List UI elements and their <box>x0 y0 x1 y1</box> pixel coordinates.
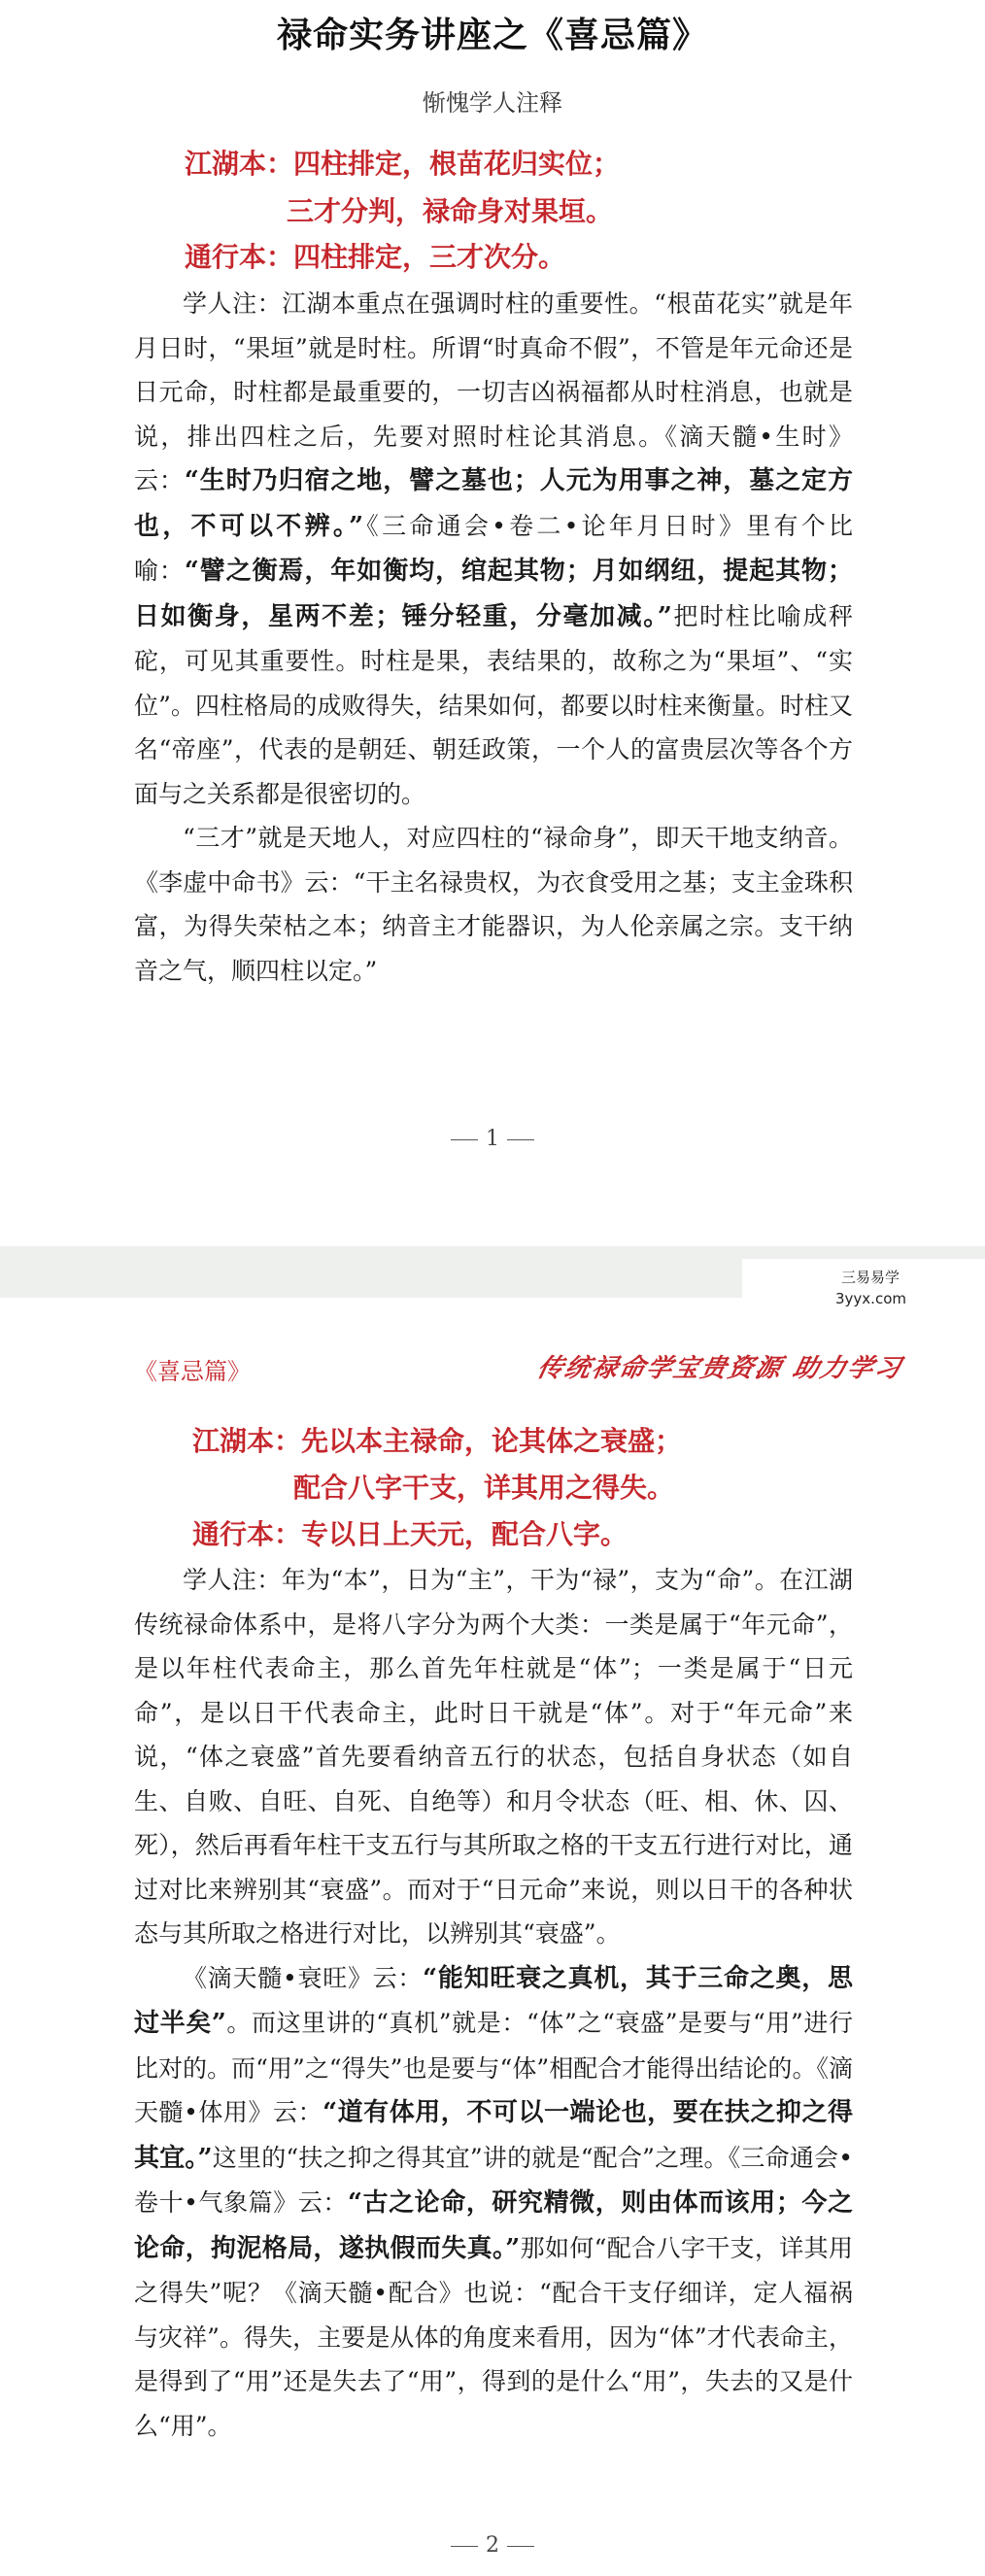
tongxing-version-line: 通行本：四柱排定，三才次分。 <box>185 241 566 273</box>
commentary-paragraph: “三才”就是天地人，对应四柱的“禄命身”，即天干地支纳音。《李虚中命书》云：“干主名禄贵权，为衣食受用之基；支主金珠积富，为得失荣枯之本；纳音主才能器识，为人伦亲属之宗。支干纳音之气，顺四柱以定。” <box>134 824 853 985</box>
commentary-text: 《滴天髓•衰旺》云： <box>183 1963 424 1992</box>
commentary-paragraph <box>134 282 853 816</box>
running-header-calligraphy: 传统禄命学宝贵资源 助力学习 <box>534 1354 905 1383</box>
page-number <box>0 2533 985 2558</box>
quoted-classic-text: “生时乃归宿之地，譬之墓也；人元为用事之神，墓之定方也，不可以不辨。” <box>134 466 853 541</box>
jianghu-version-line-1: 江湖本：四柱排定，根苗花归实位； <box>185 148 621 180</box>
quoted-classic-text: “譬之衡焉，年如衡均，绾起其物；月如纲纽，提起其物；日如衡身，星两不差；锤分轻重，分毫加减。” <box>134 557 853 631</box>
commentary-block-1 <box>134 282 853 993</box>
page-number-value: 1 <box>486 1127 499 1151</box>
jianghu-version-line-1: 江湖本：先以本主禄命，论其体之衰盛； <box>192 1425 683 1457</box>
jianghu-version-line-2: 配合八字干支，详其用之得失。 <box>293 1472 675 1504</box>
dash-divider <box>507 2546 534 2547</box>
document-page-2 <box>0 1298 985 2576</box>
author-line: 惭愧学人注释 <box>423 89 562 117</box>
commentary-text: 这里的“扶之抑之得其宜”讲的就是“配合”之理。《三命通会•卷十•气象篇》云： <box>134 2143 853 2217</box>
document-page-1 <box>0 0 985 1246</box>
commentary-text: 。而这里讲的“真机”就是：“体”之“衰盛”是要与“用”进行比对的。而“用”之“得失”也是要与“体”相配合才能得出结论的。《滴天髓•体用》云： <box>134 2009 853 2126</box>
dash-divider <box>451 2546 478 2547</box>
tongxing-version-line: 通行本：专以日上天元，配合八字。 <box>192 1518 628 1550</box>
quoted-classic-text: “古之论命，研究精微，则由体而该用；今之论命，拘泥格局，遂执假而失真。” <box>134 2188 853 2263</box>
running-header-left: 《喜忌篇》 <box>134 1358 251 1385</box>
commentary-text: 《三命通会•卷二•论年月日时》里有个比喻： <box>134 511 853 585</box>
page-number-value: 2 <box>486 2533 499 2558</box>
page-title: 禄命实务讲座之《喜忌篇》 <box>276 15 708 55</box>
dash-divider <box>507 1139 534 1140</box>
watermark-site-name: 三易易学 <box>841 1269 900 1286</box>
commentary-text: 学人注：江湖本重点在强调时柱的重要性。“根苗花实”就是年月日时，“果垣”就是时柱。所谓“时真命不假”，不管是年元命还是日元命，时柱都是最重要的，一切吉凶祸福都从时柱消息，也就是说，排出四柱之后，先要对照时柱论其消息。《滴天髓•生时》云： <box>134 289 853 494</box>
jianghu-version-line-2: 三才分判，禄命身对果垣。 <box>287 195 614 227</box>
commentary-text: 把时柱比喻成秤砣，可见其重要性。时柱是果，表结果的，故称之为“果垣”、“实位”。四柱格局的成败得失，结果如何，都要以时柱来衡量。时柱又名“帝座”，代表的是朝廷、朝廷政策，一个人的富贵层次等各个方面与之关系都是很密切的。 <box>134 601 853 808</box>
commentary-block-2 <box>134 1558 853 2448</box>
page-number <box>0 1127 985 1151</box>
site-watermark <box>742 1259 985 1337</box>
watermark-site-url: 3yyx.com <box>835 1290 906 1307</box>
quoted-classic-text: “道有体用，不可以一端论也，要在扶之抑之得其宜。” <box>134 2098 853 2173</box>
quoted-classic-text: “能知旺衰之真机，其于三命之奥，思过半矣” <box>134 1963 853 2038</box>
commentary-paragraph: 学人注：年为“本”，日为“主”，干为“禄”，支为“命”。在江湖传统禄命体系中，是将八字分为两个大类：一类是属于“年元命”，是以年柱代表命主，那么首先年柱就是“体”；一类是属于“日元命”，是以日干代表命主，此时日干就是“体”。对于“年元命”来说，“体之衰盛”首先要看纳音五行的状态，包括自身状态（如自生、自败、自旺、自死、自绝等）和月令状态（旺、相、休、囚、死），然后再看年柱干支五行与其所取之格的干支五行进行对比，通过对比来辨别其“衰盛”。而对于“日元命”来说，则以日干的各种状态与其所取之格进行对比，以辨别其“衰盛”。 <box>134 1566 853 1948</box>
commentary-paragraph <box>134 1956 853 2449</box>
dash-divider <box>451 1139 478 1140</box>
commentary-text: 那如何“配合八字干支，详其用之得失”呢？《滴天髓•配合》也说：“配合干支仔细详，定人福祸与灾祥”。得失，主要是从体的角度来看用，因为“体”才代表命主，是得到了“用”还是失去了“用”，得到的是什么“用”，失去的又是什么“用”。 <box>134 2233 853 2440</box>
